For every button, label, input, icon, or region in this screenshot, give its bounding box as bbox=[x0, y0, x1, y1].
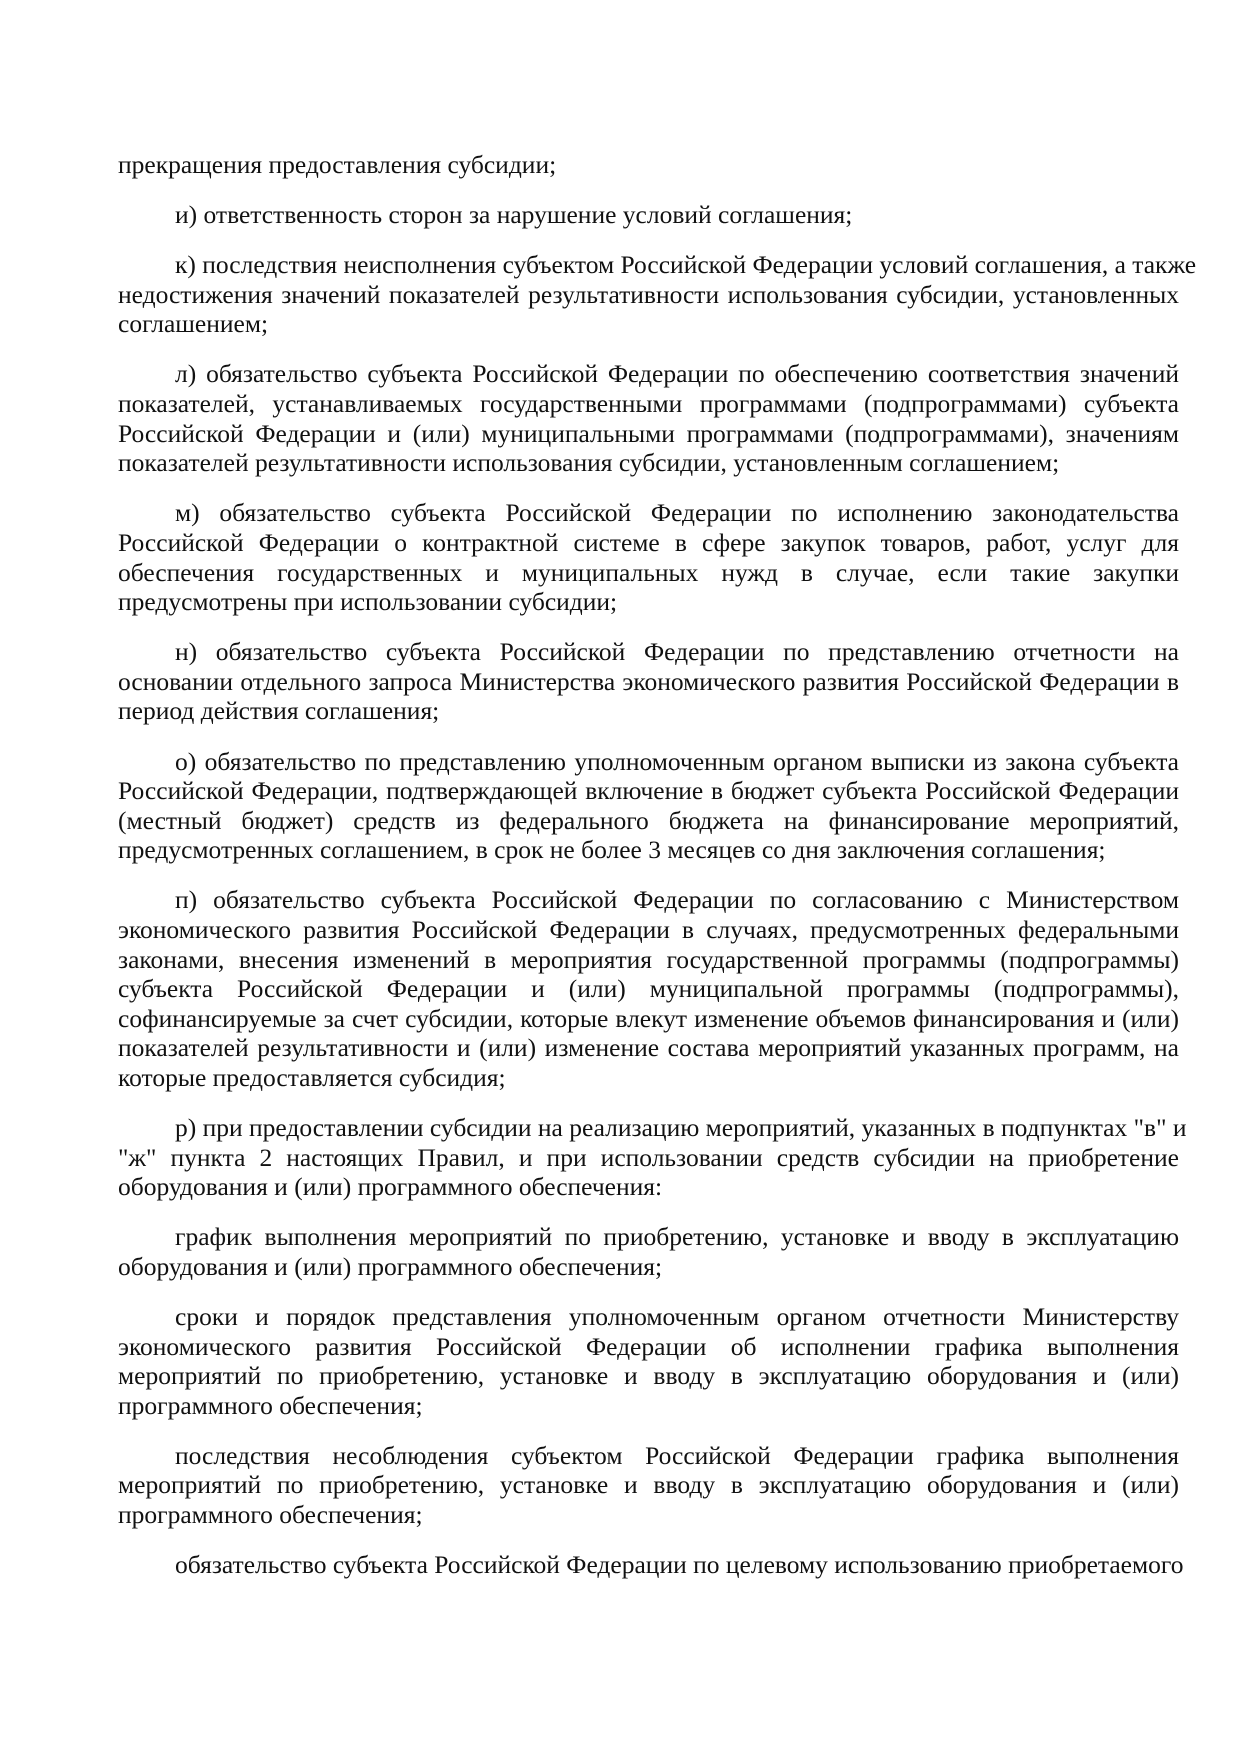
text-line: сроки и порядок представления уполномоченным органом отчетности Министерству bbox=[175, 1302, 1179, 1331]
document-page bbox=[118, 150, 1197, 1600]
text-line: оборудования и (или) программного обеспечения; bbox=[118, 1251, 663, 1281]
paragraph bbox=[118, 498, 1179, 616]
text-line: оборудования и (или) программного обеспечения: bbox=[118, 1172, 663, 1202]
text-line: программного обеспечения; bbox=[118, 1500, 423, 1530]
text-line: п) обязательство субъекта Российской Федерации по согласованию с Министерством bbox=[175, 885, 1179, 915]
paragraph bbox=[118, 250, 1197, 339]
text-line: показателей результативности и (или) изменение состава мероприятий указанных программ, на bbox=[118, 1033, 1179, 1063]
paragraph bbox=[118, 1441, 1179, 1530]
paragraph bbox=[118, 359, 1179, 477]
text-line: н) обязательство субъекта Российской Федерации по представлению отчетности на bbox=[175, 637, 1179, 667]
text-line: программного обеспечения; bbox=[118, 1390, 423, 1420]
text-line: и) ответственность сторон за нарушение условий соглашения; bbox=[175, 200, 853, 230]
text-line: (местный бюджет) средств из федерального бюджета на финансирование мероприятий, bbox=[118, 805, 1179, 835]
paragraph bbox=[118, 1222, 1179, 1281]
paragraph bbox=[118, 1550, 1184, 1580]
text-line: Российской Федерации о контрактной системе в сфере закупок товаров, работ, услуг для bbox=[118, 527, 1179, 557]
text-line: обязательство субъекта Российской Федерации по целевому использованию приобретаемого bbox=[175, 1550, 1184, 1580]
paragraph bbox=[118, 200, 1179, 230]
text-line: обеспечения государственных и муниципальных нужд в случае, если такие закупки bbox=[118, 557, 1179, 587]
text-line: Российской Федерации, подтверждающей включение в бюджет субъекта Российской Федерации bbox=[118, 776, 1179, 806]
text-line: основании отдельного запроса Министерства экономического развития Российской Федерации в bbox=[118, 666, 1179, 696]
text-line: предусмотренных соглашением, в срок не более 3 месяцев со дня заключения соглашения; bbox=[118, 835, 1106, 865]
paragraph bbox=[118, 637, 1179, 726]
paragraph bbox=[118, 747, 1179, 865]
text-line: последствия несоблюдения субъектом Российской Федерации графика выполнения bbox=[175, 1440, 1179, 1470]
text-line: л) обязательство субъекта Российской Федерации по обеспечению соответствия значений bbox=[175, 359, 1179, 389]
text-line: законами, внесения изменений в мероприятия государственной программы (подпрограммы) bbox=[118, 944, 1179, 974]
text-line: график выполнения мероприятий по приобретению, установке и вводу в эксплуатацию bbox=[175, 1222, 1179, 1252]
paragraph bbox=[118, 1113, 1187, 1202]
text-line: период действия соглашения; bbox=[118, 696, 440, 726]
text-line: мероприятий по приобретению, установке и вводу в эксплуатацию оборудования и (или) bbox=[118, 1361, 1179, 1391]
text-line: софинансируемые за счет субсидии, которые влекут изменение объемов финансирования и (или) bbox=[118, 1003, 1179, 1033]
text-line: м) обязательство субъекта Российской Федерации по исполнению законодательства bbox=[175, 498, 1179, 528]
text-line: о) обязательство по представлению уполномоченным органом выписки из закона субъекта bbox=[175, 746, 1179, 776]
text-line: Российской Федерации и (или) муниципальными программами (подпрограммами), значениям bbox=[118, 418, 1179, 448]
paragraph bbox=[118, 1302, 1179, 1420]
text-line: предусмотрены при использовании субсидии; bbox=[118, 587, 618, 617]
paragraph bbox=[118, 885, 1179, 1092]
text-line: "ж" пункта 2 настоящих Правил, и при использовании средств субсидии на приобретение bbox=[118, 1142, 1179, 1172]
paragraph bbox=[118, 150, 1179, 180]
text-line: недостижения значений показателей результативности использования субсидии, установленных bbox=[118, 279, 1179, 309]
text-line: экономического развития Российской Федерации об исполнении графика выполнения bbox=[118, 1331, 1179, 1361]
text-line: р) при предоставлении субсидии на реализацию мероприятий, указанных в подпунктах "в" и bbox=[175, 1113, 1187, 1143]
text-line: показателей, устанавливаемых государственными программами (подпрограммами) субъекта bbox=[118, 389, 1179, 419]
text-line: мероприятий по приобретению, установке и вводу в эксплуатацию оборудования и (или) bbox=[118, 1470, 1179, 1500]
text-line: соглашением; bbox=[118, 309, 269, 339]
text-line: к) последствия неисполнения субъектом Российской Федерации условий соглашения, а также bbox=[175, 250, 1197, 280]
text-line: которые предоставляется субсидия; bbox=[118, 1062, 506, 1092]
text-line: показателей результативности использования субсидии, установленным соглашением; bbox=[118, 448, 1060, 478]
text-line: субъекта Российской Федерации и (или) муниципальной программы (подпрограммы), bbox=[118, 974, 1179, 1004]
text-line: экономического развития Российской Федерации в случаях, предусмотренных федеральными bbox=[118, 914, 1179, 944]
text-line: прекращения предоставления субсидии; bbox=[118, 150, 557, 179]
